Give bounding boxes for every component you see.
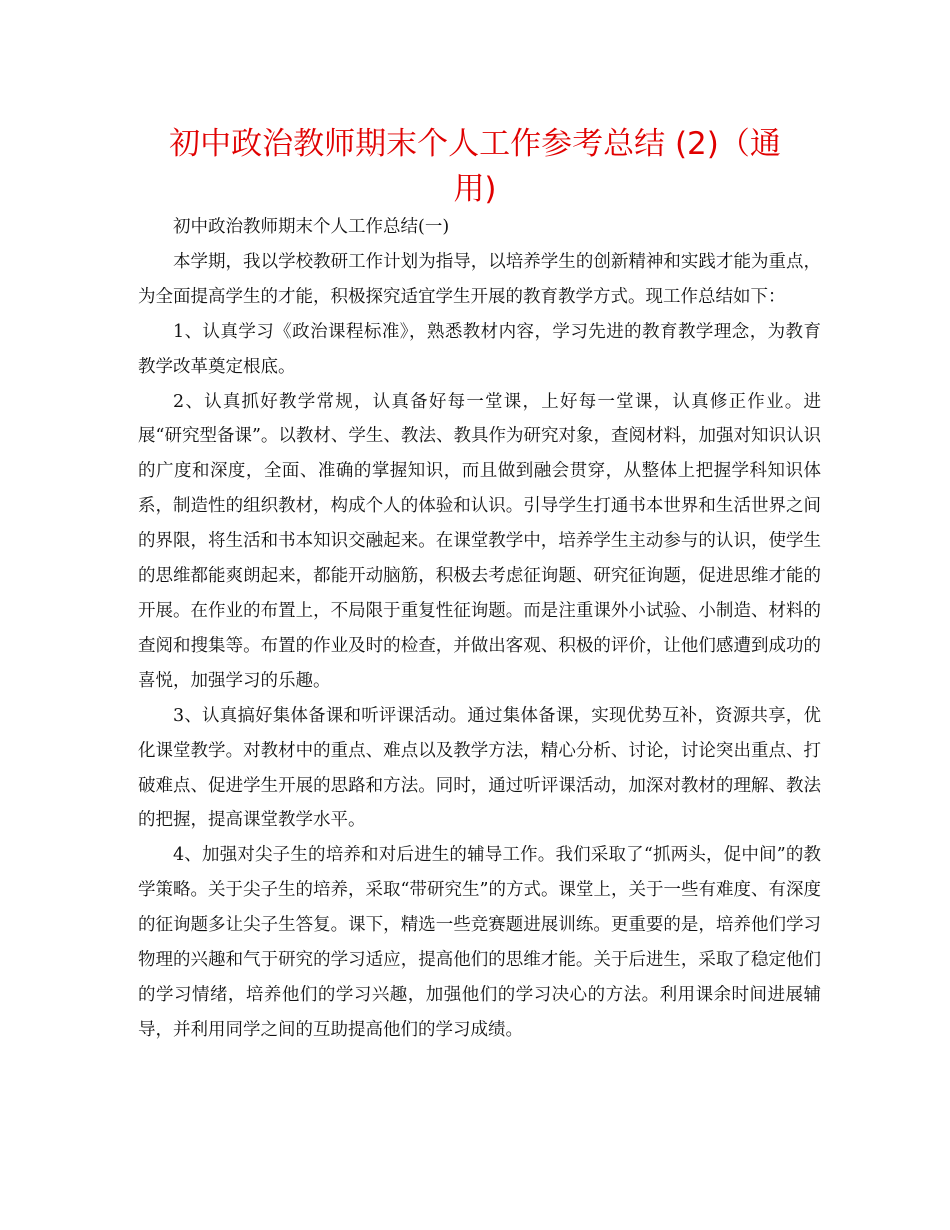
paragraph-item-4: 4、加强对尖子生的培养和对后进生的辅导工作。我们采取了“抓两头，促中间”的教学策略。关于尖子生的培养，采取“带研究生”的方式。课堂上，关于一些有难度、有深度的征询题多让尖子生答复。课下，精选一些竞赛题进展训练。更重要的是，培养他们学习物理的兴趣和气于研究的学习适应，提高他们的思维才能。关于后进生，采取了稳定他们的学习情绪，培养他们的学习兴趣，加强他们的学习决心的方法。利用课余时间进展辅导，并利用同学之间的互助提高他们的学习成绩。 bbox=[138, 845, 821, 1040]
document-title: 初中政治教师期末个人工作参考总结 (2)（通用) bbox=[169, 126, 781, 207]
document-body bbox=[138, 210, 821, 1048]
section-heading: 初中政治教师期末个人工作总结(一) bbox=[173, 217, 450, 237]
paragraph-item-3: 3、认真搞好集体备课和听评课活动。通过集体备课，实现优势互补，资源共享，优化课堂教学。对教材中的重点、难点以及教学方法，精心分析、讨论，讨论突出重点、打破难点、促进学生开展的思路和方法。同时，通过听评课活动，加深对教材的理解、教法的把握，提高课堂教学水平。 bbox=[138, 705, 821, 831]
paragraph-item-1: 1、认真学习《政治课程标准》，熟悉教材内容，学习先进的教育教学理念，为教育教学改革奠定根底。 bbox=[138, 321, 821, 377]
paragraph-item-2: 2、认真抓好教学常规，认真备好每一堂课，上好每一堂课，认真修正作业。进展“研究型备课”。以教材、学生、教法、教具作为研究对象，查阅材料，加强对知识认识的广度和深度，全面、准确的掌握知识，而且做到融会贯穿，从整体上把握学科知识体系，制造性的组织教材，构成个人的体验和认识。引导学生打通书本世界和生活世界之间的界限，将生活和书本知识交融起来。在课堂教学中，培养学生主动参与的认识，使学生的思维都能爽朗起来，都能开动脑筋，积极去考虑征询题、研究征询题，促进思维才能的开展。在作业的布置上，不局限于重复性征询题。而是注重课外小试验、小制造、材料的查阅和搜集等。布置的作业及时的检查，并做出客观、积极的评价，让他们感遭到成功的喜悦，加强学习的乐趣。 bbox=[138, 391, 821, 691]
intro-paragraph: 本学期，我以学校教研工作计划为指导，以培养学生的创新精神和实践才能为重点，为全面提高学生的才能，积极探究适宜学生开展的教育教学方式。现工作总结如下： bbox=[138, 251, 821, 307]
